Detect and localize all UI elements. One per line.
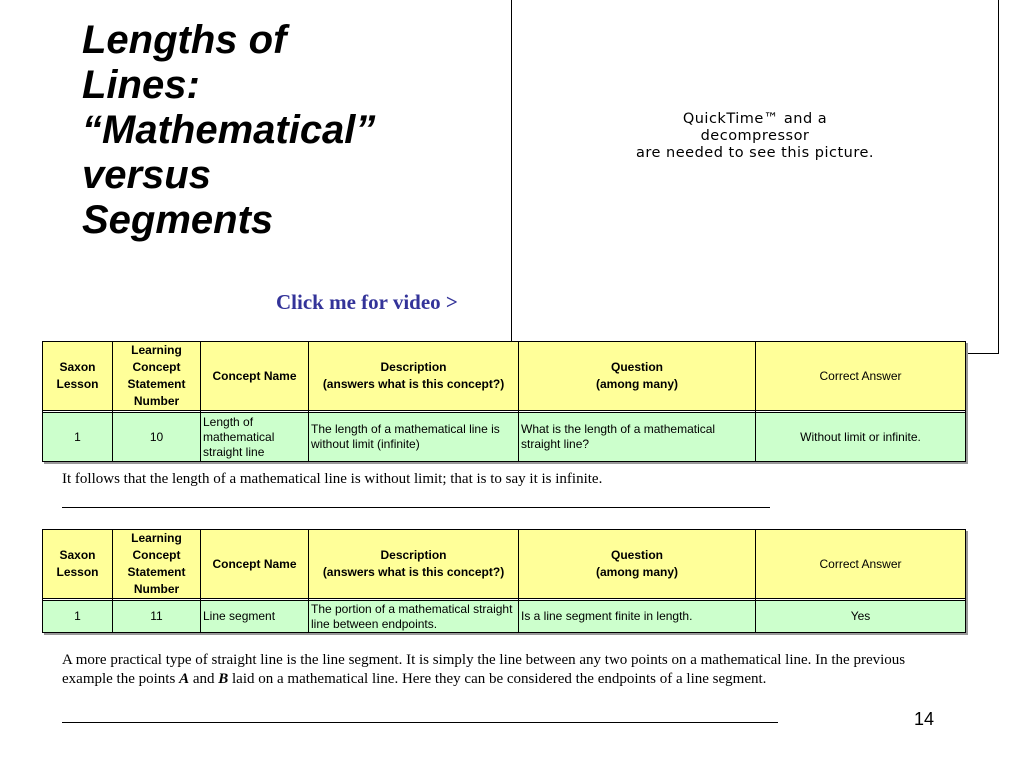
table-header-row xyxy=(43,530,966,599)
header-description-sub: (answers what is this concept?) xyxy=(322,565,505,579)
header-question-sub: (among many) xyxy=(595,565,678,579)
table-row xyxy=(43,601,966,633)
header-correct-answer: Correct Answer xyxy=(756,530,966,599)
header-description xyxy=(309,530,519,599)
table-header-row xyxy=(43,342,966,411)
quicktime-video-placeholder[interactable] xyxy=(511,0,999,354)
paragraph-line-segment xyxy=(62,651,907,689)
slide-title xyxy=(82,18,442,243)
title-line: “Mathematical” xyxy=(82,108,376,152)
divider-line xyxy=(62,507,770,508)
header-description-title: Description xyxy=(380,360,447,374)
header-concept-name: Concept Name xyxy=(201,342,309,411)
cell-correct-answer: Yes xyxy=(756,601,966,633)
paragraph-text: and xyxy=(189,671,219,687)
header-question xyxy=(519,530,756,599)
cell-concept-name: Line segment xyxy=(201,601,309,633)
header-question-sub: (among many) xyxy=(595,377,678,391)
point-a-label: A xyxy=(179,671,190,687)
video-link[interactable]: Click me for video > xyxy=(276,290,458,314)
cell-lcs-number: 11 xyxy=(113,601,201,633)
divider-line xyxy=(62,722,778,723)
cell-saxon-lesson: 1 xyxy=(43,413,113,462)
cell-question: What is the length of a mathematical straight line? xyxy=(519,413,756,462)
paragraph-infinite: It follows that the length of a mathematical line is without limit; that is to say it is infinite. xyxy=(62,471,603,487)
table-row xyxy=(43,413,966,462)
header-question-title: Question xyxy=(610,360,663,374)
point-b-label: B xyxy=(218,671,229,687)
header-description-title: Description xyxy=(380,548,447,562)
cell-correct-answer: Without limit or infinite. xyxy=(756,413,966,462)
title-line: Lines: xyxy=(82,63,200,107)
concept-table-1 xyxy=(42,341,966,462)
header-saxon-lesson: Saxon Lesson xyxy=(43,530,113,599)
title-line: versus xyxy=(82,153,211,197)
cell-description: The portion of a mathematical straight line between endpoints. xyxy=(309,601,519,633)
header-question xyxy=(519,342,756,411)
cell-concept-name: Length of mathematical straight line xyxy=(201,413,309,462)
header-lcs-number: Learning Concept Statement Number xyxy=(113,530,201,599)
header-concept-name: Concept Name xyxy=(201,530,309,599)
header-correct-answer: Correct Answer xyxy=(756,342,966,411)
title-line: Lengths of xyxy=(82,18,287,62)
header-description-sub: (answers what is this concept?) xyxy=(322,377,505,391)
paragraph-text: A more practical type of straight line is the line segment. It is simply the line between any two points on a mathematical line. In the previous example the points xyxy=(62,652,906,687)
title-line: Segments xyxy=(82,198,274,242)
header-lcs-number: Learning Concept Statement Number xyxy=(113,342,201,411)
quicktime-line: decompressor xyxy=(700,128,810,144)
paragraph-text: laid on a mathematical line. Here they can be considered the endpoints of a line segment. xyxy=(228,671,767,687)
cell-saxon-lesson: 1 xyxy=(43,601,113,633)
quicktime-line: are needed to see this picture. xyxy=(635,145,875,161)
concept-table-2 xyxy=(42,529,966,633)
cell-lcs-number: 10 xyxy=(113,413,201,462)
header-saxon-lesson: Saxon Lesson xyxy=(43,342,113,411)
cell-description: The length of a mathematical line is without limit (infinite) xyxy=(309,413,519,462)
quicktime-message xyxy=(512,111,998,162)
quicktime-line: QuickTime™ and a xyxy=(682,111,828,127)
header-description xyxy=(309,342,519,411)
page-number: 14 xyxy=(914,709,935,729)
header-question-title: Question xyxy=(610,548,663,562)
cell-question: Is a line segment finite in length. xyxy=(519,601,756,633)
